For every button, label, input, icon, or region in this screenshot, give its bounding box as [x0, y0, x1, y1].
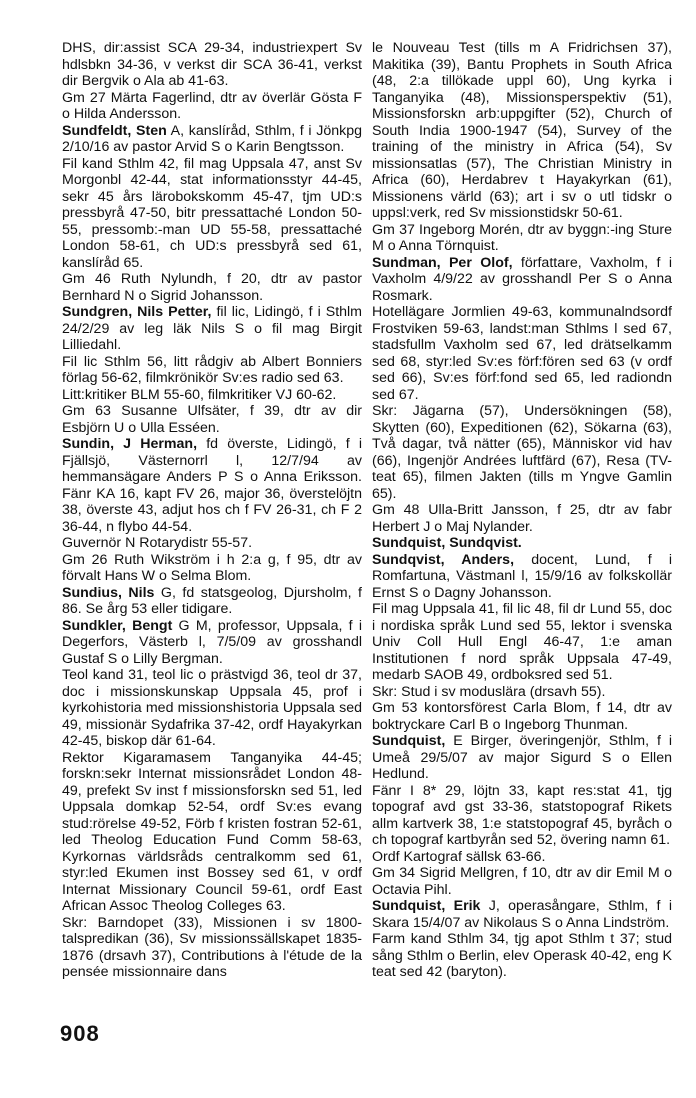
entry-head — [62, 585, 362, 618]
entry-text: Fänr I 8* 29, löjtn 33, kapt res:stat 41, tjg topograf avd gst 33-36, statstopograf Rikets allm kartverk 38, 1:e statstopograf 45, byråch o ch topograf kartbyrån sed 52, övering namn 61. — [372, 782, 672, 848]
entry-text: Skr: Barndopet (33), Missionen i sv 1800-talspredikan (36), Sv missionssällskapet 1835-1876 (drsavh 37), Contributions à l'étude de la pensée missionnaire dans — [62, 914, 362, 980]
entry-paragraph — [372, 865, 672, 898]
entry-head — [372, 898, 672, 931]
right-column — [372, 40, 672, 981]
entry-text: E Birger, överingenjör, Sthlm, f i Umeå 29/5/07 av major Sigurd S o Ellen Hedlund. — [372, 733, 672, 782]
entry-text: Fil lic Sthlm 56, litt rådgiv ab Albert Bonniers förlag 56-62, filmkrönikör Sv:es radio sed 63. — [62, 353, 362, 386]
entry-text: le Nouveau Test (tills m A Fridrichsen 37), Makitika (39), Bantu Prophets in South Africa (48, 2:a tillökade uppl 60), Ung kyrka i Tanganyika (48), Missionsperspektiv (51), Missionsforskn arb:uppgifter (52), Church of South India 1900-1947 (54), Survey of the training of the ministry in Africa (54), Sv missionsatlas (57), The Christian Ministry in Africa (60), Herdabrev t Hayakyrkan (61), Missionens värld (63); art i sv o utl tidskr o uppsl:verk, red Sv missionstidskr 50-61. — [372, 40, 672, 221]
entry-text: Gm 46 Ruth Nylundh, f 20, dtr av pastor Bernhard N o Sigrid Johansson. — [62, 271, 362, 304]
entry-head — [62, 304, 362, 354]
entry-text: G, fd statsgeolog, Djursholm, f 86. Se årg 53 eller tidigare. — [62, 584, 362, 617]
entry-head — [372, 535, 672, 552]
entry-name: Sundin, J Herman, — [62, 436, 198, 452]
entry-text: DHS, dir:assist SCA 29-34, industriexpert Sv hdlsbkn 34-36, v verkst dir SCA 36-41, verkst dir Bergvik o Ala ab 41-63. — [62, 40, 362, 89]
entry-head — [62, 436, 362, 535]
entry-paragraph — [62, 156, 362, 272]
entry-text: Ordf Kartograf sällsk 63-66. — [372, 848, 546, 865]
entry-text: Gm 26 Ruth Wikström i h 2:a g, f 95, dtr av förvalt Hans W o Selma Blom. — [62, 551, 362, 584]
entry-name: Sundquist, — [372, 733, 446, 749]
entry-paragraph — [372, 40, 672, 222]
entry-paragraph — [62, 90, 362, 123]
entry-paragraph — [62, 552, 362, 585]
entry-text: fil lic, Lidingö, f i Sthlm 24/2/29 av leg läk Nils S o fil mag Birgit Lilliedahl. — [62, 304, 362, 353]
entry-name: Sundqvist, Anders, — [372, 551, 515, 568]
entry-text: Skr: Jägarna (57), Undersökningen (58), Skytten (60), Expeditionen (62), Sökarna (63), Två dagar, två nätter (65), Människor vid hav (66), Ingenjör Andrées luftfärd (67), Resa (TV-teat 65), filmen Jakten (tills m Yngve Gamlin 65). — [372, 403, 672, 502]
left-column — [62, 40, 362, 981]
entry-paragraph — [372, 403, 672, 502]
entry-text: Gm 37 Ingeborg Morén, dtr av byggn:-ing Sture M o Anna Törnquist. — [372, 221, 672, 254]
entry-text: Litt:kritiker BLM 55-60, filmkritiker VJ 60-62. — [62, 386, 337, 403]
entry-text: docent, Lund, f i Romfartuna, Västmanl l, 15/9/16 av folkskollär Ernst S o Dagny Johansson. — [372, 551, 672, 601]
entry-head — [372, 733, 672, 783]
entry-paragraph — [372, 931, 672, 981]
entry-text: författare, Vaxholm, f i Vaxholm 4/9/22 av grosshandl Per S o Anna Rosmark. — [372, 254, 672, 304]
entry-paragraph — [62, 535, 362, 552]
entry-text: Fil mag Uppsala 41, fil lic 48, fil dr Lund 55, doc i nordiska språk Lund sed 55, lektor i svenska Univ Coll Hull Engl 46-47, 1:e aman Institutionen f nord språk Uppsala 47-49, medarb SAOB 49, ordboksred sed 51. — [372, 601, 672, 683]
entry-paragraph — [62, 750, 362, 915]
entry-head — [62, 618, 362, 668]
entry-name: Sundius, Nils — [62, 584, 155, 601]
entry-text: Guvernör N Rotarydistr 55-57. — [62, 535, 253, 551]
entry-paragraph — [62, 667, 362, 750]
entry-paragraph — [372, 222, 672, 255]
entry-name: Sundquist, Erik — [372, 898, 481, 914]
entry-paragraph — [372, 502, 672, 535]
entry-head — [62, 123, 362, 156]
entry-paragraph — [372, 783, 672, 849]
entry-name: Sundkler, Bengt — [62, 617, 173, 634]
entry-paragraph — [372, 601, 672, 684]
entry-paragraph — [372, 684, 672, 701]
entry-text: Gm 53 kontorsförest Carla Blom, f 14, dtr av boktryckare Carl B o Ingeborg Thunman. — [372, 700, 672, 733]
entry-name: Sundquist, Sundqvist. — [372, 535, 522, 551]
entry-text: Fil kand Sthlm 42, fil mag Uppsala 47, anst Sv Morgonbl 42-44, stat informationsstyr 44-45, sekr 45 års lärobokskomm 45-47, tjm UD:s pressbyrå 47-50, bitr pressattaché London 50-55, pressomb:-man UD 55-58, pressattaché London 58-61, ch UD:s pressbyrå sed 61, kanslíråd 65. — [62, 155, 362, 271]
entry-paragraph — [62, 354, 362, 387]
entry-name: Sundgren, Nils Petter, — [62, 304, 212, 320]
entry-paragraph — [372, 304, 672, 403]
entry-head — [372, 552, 672, 602]
entry-text: Gm 34 Sigrid Mellgren, f 10, dtr av dir Emil M o Octavia Pihl. — [372, 865, 672, 898]
entry-text: fd överste, Lidingö, f i Fjällsjö, Västernorrl l, 12/7/94 av hemmansägare Anders P S o Anna Eriksson. Fänr KA 16, kapt FV 26, major 36, överstelöjtn 38, överste 43, adjut hos ch f FV 26-31, ch F 2 36-44, n flybo 44-54. — [62, 436, 362, 535]
entry-text: J, operasångare, Sthlm, f i Skara 15/4/07 av Nikolaus S o Anna Lindström. — [372, 898, 672, 931]
entry-text: Rektor Kigaramasem Tanganyika 44-45; forskn:sekr Internat missionsrådet London 48-49, prefekt Sv inst f missionsforskn sed 51, led Uppsala domkap 52-54, ordf Sv:es evang stud:rörelse 49-52, Förb f kristen fostran 52-61, led Theolog Education Fund Comm 58-63, Kyrkornas världsråds centralkomm sed 61, styr:led Ekumen inst Bossey sed 61, v ordf Internat Missionary Council 59-61, ordf East African Assoc Theolog Colleges 63. — [62, 749, 362, 914]
page-number: 908 — [60, 1021, 100, 1046]
entry-text: Teol kand 31, teol lic o prästvigd 36, teol dr 37, doc i missionskunskap Uppsala 45, prof i kyrkohistoria med missionshistoria Uppsala sed 49, missionär Sydafrika 37-42, ordf Hayakyrkan 42-45, biskop där 61-64. — [62, 667, 362, 749]
entry-paragraph — [372, 849, 672, 866]
entry-name: Sundman, Per Olof, — [372, 254, 513, 271]
entry-text: G M, professor, Uppsala, f i Degerfors, Västerb l, 7/5/09 av grosshandl Gustaf S o Lilly Bergman. — [62, 617, 362, 667]
entry-text: Farm kand Sthlm 34, tjg apot Sthlm t 37; stud sång Sthlm o Berlin, elev Operask 40-42, eng K teat sed 42 (baryton). — [372, 931, 672, 980]
entry-paragraph — [62, 40, 362, 90]
entry-paragraph — [372, 700, 672, 733]
entry-paragraph — [62, 403, 362, 436]
entry-text: Gm 48 Ulla-Britt Jansson, f 25, dtr av fabr Herbert J o Maj Nylander. — [372, 502, 672, 535]
entry-paragraph — [62, 387, 362, 404]
entry-text: Gm 27 Märta Fagerlind, dtr av överlär Gösta F o Hilda Andersson. — [62, 89, 362, 122]
entry-paragraph — [62, 271, 362, 304]
entry-text: Skr: Stud i sv moduslära (drsavh 55). — [372, 683, 606, 700]
entry-text: Hotellägare Jormlien 49-63, kommunalndsordf Frostviken 59-63, landst:man Sthlms l sed 67, stadsfullm Vaxholm sed 67, led drätselkamm sed 68, styr:led Sv:es förf:fören sed 63 (v ordf sed 66), Sv:es förf:fond sed 65, led radiondn sed 67. — [372, 304, 672, 403]
entry-name: Sundfeldt, Sten — [62, 122, 167, 139]
entry-text: Gm 63 Susanne Ulfsäter, f 39, dtr av dir Esbjörn U o Ulla Esséen. — [62, 403, 362, 436]
entry-head — [372, 255, 672, 305]
entry-paragraph — [62, 915, 362, 981]
entry-text: A, kanslíråd, Sthlm, f i Jönkpg 2/10/16 av pastor Arvid S o Karin Bengtsson. — [62, 122, 362, 155]
